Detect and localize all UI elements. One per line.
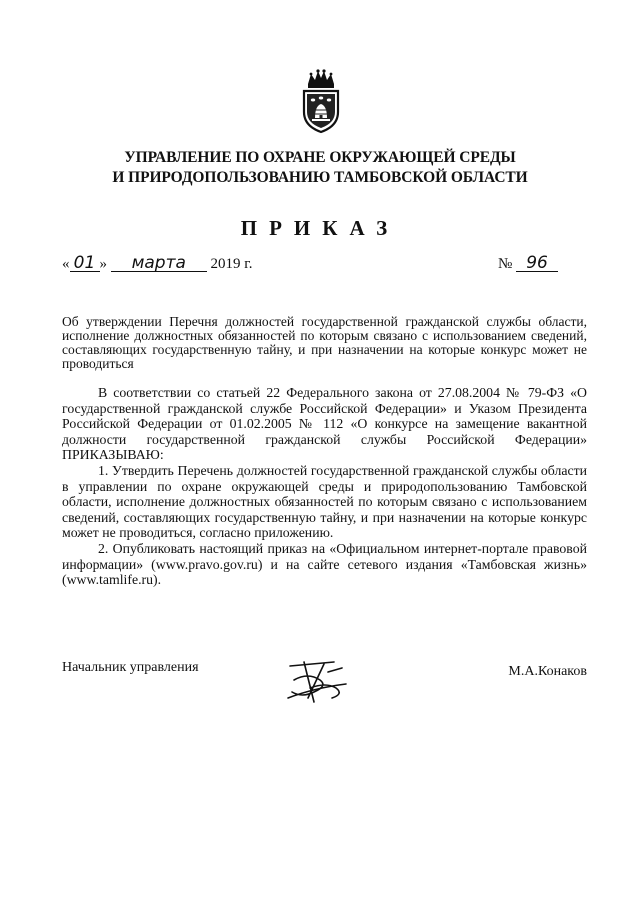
- order-date: [62, 255, 252, 273]
- number-prefix: №: [498, 256, 513, 272]
- date-year: 2019 г.: [210, 256, 253, 272]
- date-day: 01: [70, 255, 100, 272]
- body-paragraph-item-1: 1. Утвердить Перечень должностей государственной гражданской службы области в управлении по охране окружающей среды и природопользованию Тамбовской области, исполнение должностных обязанностей по которым связано с использованием сведений, составляющих государственную тайну, и при назначении на которые конкурс может не проводиться, согласно приложению.: [62, 462, 587, 541]
- date-quote-close: »: [99, 256, 107, 272]
- date-quote-open: «: [62, 256, 70, 272]
- handwritten-signature: [284, 658, 350, 704]
- document-body: [62, 385, 587, 588]
- number-value: 96: [516, 255, 558, 272]
- body-paragraph-preamble: В соответствии со статьей 22 Федерального закона от 27.08.2004 № 79-ФЗ «О государственной гражданской службе Российской Федерации» и Указом Президента Российской Федерации от 01.02.2005 № 112 «О конкурсе на замещение вакантной должности государственной гражданской службы Российской Федерации» ПРИКАЗЫВАЮ:: [62, 385, 587, 463]
- document-type-title: ПРИКАЗ: [240, 216, 400, 240]
- order-number: [498, 255, 558, 273]
- coat-of-arms-emblem: [298, 68, 344, 134]
- agency-name-line-2: И ПРИРОДОПОЛЬЗОВАНИЮ ТАМБОВСКОЙ ОБЛАСТИ: [112, 169, 528, 186]
- document-subject: Об утверждении Перечня должностей государственной гражданской службы области, исполнение должностных обязанностей по которым связано с использованием сведений, составляющих государственную тайну, и при назначении на которые конкурс может не проводиться: [62, 314, 587, 371]
- agency-name: [0, 148, 640, 188]
- signatory-name: М.А.Конаков: [508, 664, 587, 679]
- body-paragraph-item-2: 2. Опубликовать настоящий приказ на «Официальном интернет-портале правовой информации» (www.pravo.gov.ru) и на сайте сетевого издания «Тамбовская жизнь» (www.tamlife.ru).: [62, 540, 587, 588]
- signatory-title: Начальник управления: [62, 660, 199, 675]
- date-month: марта: [111, 255, 207, 272]
- agency-name-line-1: УПРАВЛЕНИЕ ПО ОХРАНЕ ОКРУЖАЮЩЕЙ СРЕДЫ: [124, 149, 516, 166]
